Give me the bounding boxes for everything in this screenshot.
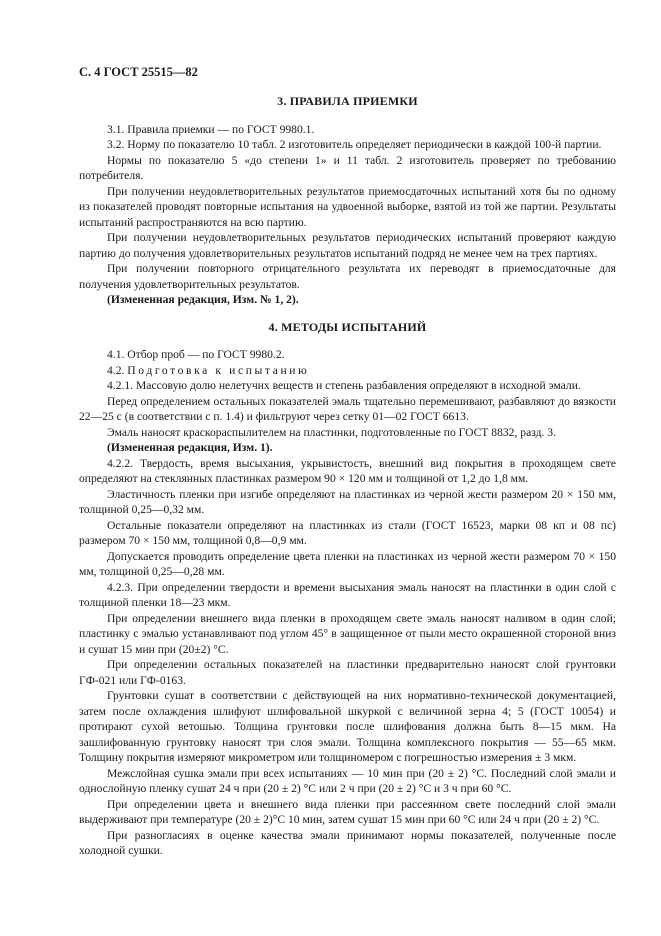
- paragraph: Грунтовки сушат в соответствии с действующей на них нормативно-технической документацией, затем после охлаждения шлифуют шлифовальной шкуркой с величиной зерна 4; 5 (ГОСТ 10054) и протирают сухой ветошью. Толщина грунтовки после шлифования должна быть 8—15 мкм. На зашлифованную грунтовку наносят три слоя эмали. Толщина комплексного покрытия — 55—65 мкм. Толщину покрытия измеряют микрометром или толщиномером с погрешностью измерения ± 3 мкм.: [79, 689, 616, 764]
- paragraph: 3.2. Норму по показателю 10 табл. 2 изготовитель определяет периодически в каждой 100-й партии.: [107, 138, 602, 151]
- paragraph: При получении неудовлетворительных результатов периодических испытаний проверяют каждую партию до получения удовлетворительных результатов испытаний подряд не менее чем на трех партиях.: [79, 231, 616, 260]
- section-3-heading: 3. ПРАВИЛА ПРИЕМКИ: [277, 94, 418, 108]
- paragraph: При определении цвета и внешнего вида пленки при рассеянном свете последний слой эмали выдерживают при температуре (20 ± 2)°С 10 мин, затем сушат 15 мин при 60 °С или 24 ч при (20 ± 2) °С.: [79, 797, 616, 826]
- paragraph: При определении остальных показателей на пластинки предварительно наносят слой грунтовки ГФ-021 или ГФ-0163.: [79, 658, 616, 687]
- paragraph: Эмаль наносят краскораспылителем на пластинки, подготовленные по ГОСТ 8832, разд. 3.: [107, 425, 556, 439]
- edition-note: (Измененная редакция, Изм. 1).: [107, 441, 273, 454]
- section-4-heading: 4. МЕТОДЫ ИСПЫТАНИЙ: [268, 319, 427, 334]
- paragraph: 4.2.2. Твердость, время высыхания, укрывистость, внешний вид покрытия в проходящем свете определяют на стеклянных пластинках размером 90 × 120 мм и толщиной от 1,2 до 1,8 мм.: [79, 456, 616, 485]
- paragraph-4-2: [79, 363, 616, 379]
- paragraph: При получении неудовлетворительных результатов приемосдаточных испытаний хотя бы по одному из показателей проводят повторные испытания на удвоенной выборке, взятой из той же партии. Результаты испытаний распространяются на всю партию.: [79, 184, 616, 229]
- paragraph: 3.1. Правила приемки — по ГОСТ 9980.1.: [107, 122, 315, 136]
- page-content: [79, 94, 616, 859]
- paragraph: Эластичность пленки при изгибе определяют на пластинках из черной жести размером 20 × 150 мм, толщиной 0,25—0,32 мм.: [79, 487, 616, 516]
- paragraph: Межслойная сушка эмали при всех испытаниях — 10 мин при (20 ± 2) °С. Последний слой эмали и однослойную пленку сушат 24 ч при (20 ± 2) °С или 2 ч при (20 ± 2) °С и 3 ч при 60 °С.: [79, 766, 616, 795]
- spaced-subheading: Подготовка к испытанию: [127, 363, 310, 377]
- paragraph: При получении повторного отрицательного результата их переводят в приемосдаточные для получения удовлетворительных результатов.: [79, 262, 616, 291]
- paragraph: При разногласиях в оценке качества эмали принимают нормы показателей, полученные после холодной сушки.: [79, 828, 616, 857]
- paragraph: 4.2.3. При определении твердости и времени высыхания эмаль наносят на пластинки в один слой с толщиной пленки 18—23 мкм.: [79, 580, 616, 609]
- paragraph: Допускается проводить определение цвета пленки на пластинках из черной жести размером 70 × 150 мм, толщиной 0,25—0,28 мм.: [79, 549, 616, 578]
- paragraph: Перед определением остальных показателей эмаль тщательно перемешивают, разбавляют до вязкости 22—25 с (в соответствии с п. 1.4) и фильтруют через сетку 01—02 ГОСТ 6613.: [79, 394, 616, 423]
- edition-note: (Измененная редакция, Изм. № 1, 2).: [107, 293, 299, 306]
- paragraph: Нормы по показателю 5 «до степени 1» и 11 табл. 2 изготовитель проверяет по требованию потребителя.: [79, 153, 616, 182]
- paragraph: 4.1. Отбор проб — по ГОСТ 9980.2.: [107, 348, 285, 361]
- paragraph: Остальные показатели определяют на пластинках из стали (ГОСТ 16523, марки 08 кп и 08 пс) размером 70 × 150 мм, толщиной 0,8—0,9 мм.: [79, 518, 616, 547]
- clause-number: 4.2.: [107, 363, 125, 377]
- paragraph: При определении внешнего вида пленки в проходящем свете эмаль наносят наливом в один слой; пластинку с эмалью устанавливают под углом 45° в защищенное от пыли место окрашенной стороной вниз и сушат 15 мин при (20±2) °С.: [79, 611, 616, 656]
- page-header: С. 4 ГОСТ 25515—82: [79, 65, 198, 79]
- paragraph: 4.2.1. Массовую долю нелетучих веществ и степень разбавления определяют в исходной эмали.: [107, 379, 581, 392]
